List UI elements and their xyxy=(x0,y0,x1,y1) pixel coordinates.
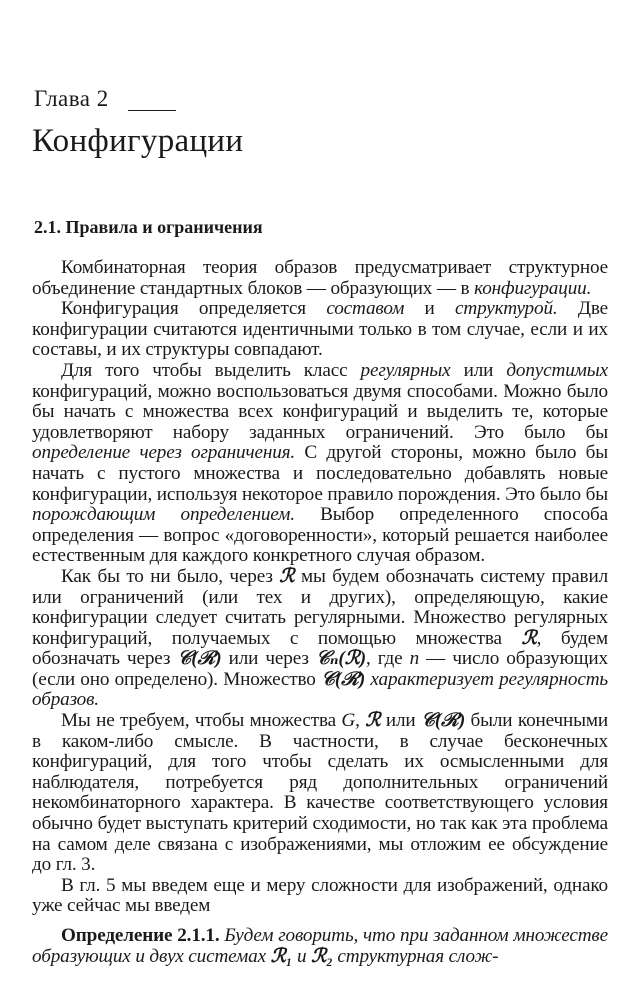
text-run: Конфигурация определяется xyxy=(61,298,327,320)
text-run: и xyxy=(404,298,456,320)
symbol: 𝒞(ℛ) xyxy=(177,648,222,670)
symbol: ℛ₂ xyxy=(311,945,333,967)
term: конфигурации. xyxy=(474,277,592,299)
symbol: 𝒞ₙ(ℛ) xyxy=(315,648,366,670)
paragraph-4 xyxy=(32,567,608,711)
paragraph-3 xyxy=(32,361,608,567)
text-run: Мы не требуем, чтобы множества xyxy=(61,710,342,732)
term: допустимых xyxy=(506,359,608,381)
section-heading: 2.1. Правила и ограничения xyxy=(34,217,263,237)
text-run: — число образующих (если оно определено). Множество xyxy=(32,648,608,690)
paragraph-5 xyxy=(32,711,608,876)
body-text xyxy=(32,258,608,967)
definition-label: Определение 2.1.1. xyxy=(61,925,220,946)
text-run: мы будем обозначать систему правил или ограничений (или тех и других), определяющую, какие конфигурации следует считать регулярными. Множество регулярных конфигураций, получаемых с помощью множества xyxy=(32,565,608,649)
term: регулярных xyxy=(360,359,451,381)
text-run: или xyxy=(450,359,507,381)
term: порождающим определением. xyxy=(32,504,295,526)
symbol: ℛ xyxy=(365,710,381,732)
term: G xyxy=(341,710,356,732)
chapter-rule xyxy=(128,110,176,111)
text-run: В гл. 5 мы введем еще и меру сложности для изображений, однако уже сейчас мы введем xyxy=(32,874,608,917)
text-run: конфигураций, можно воспользоваться двумя способами. Можно было бы начать с множества всех конфигураций и выделить те, которые удовлетворяют набору заданных ограничений. Это было бы xyxy=(32,380,608,443)
text-run: , где xyxy=(365,648,410,670)
paragraph-6 xyxy=(32,876,608,917)
text-run: или через xyxy=(221,648,316,670)
text-run: Две конфигурации считаются идентичными только в том случае, если и их составы, и их структуры совпадают. xyxy=(32,298,609,361)
term: структурная слож- xyxy=(332,945,499,967)
symbol: ℛ xyxy=(279,565,295,587)
text-run: Выбор определенного способа определения — вопрос «договоренности», который решается наиболее естественным для каждого конкретного случая образом. xyxy=(32,504,609,567)
symbol: 𝒞(ℛ) xyxy=(420,710,466,732)
symbol: ℛ xyxy=(521,627,537,649)
paragraph-1 xyxy=(32,258,608,299)
definition-paragraph xyxy=(32,926,608,967)
paragraph-2 xyxy=(32,299,608,361)
text-run: Как бы то ни было, через xyxy=(61,565,280,587)
text-run: , будем обозначать через xyxy=(32,627,608,670)
chapter-label: Глава 2 xyxy=(34,86,109,111)
text-run: были конечными в каком-либо смысле. В частности, в случае бесконечных конфигураций, для того чтобы сделать их осмысленными для наблюдателя, потребуется ряд дополнительных ограничений некомбинаторного характера. В качестве соответствующего условия обычно будет выступать критерий сходимости, но так как эта проблема на самом деле связана с изображениями, мы отложим ее обсуждение до гл. 3. xyxy=(32,710,608,876)
term: составом xyxy=(326,298,405,320)
text-run: Комбинаторная теория образов предусматривает структурное объединение стандартных блоков — образующих — в xyxy=(32,257,608,299)
symbol: ℛ₁ xyxy=(270,945,293,967)
term: структурой. xyxy=(455,298,558,320)
term: характеризует регулярность образов. xyxy=(32,668,608,711)
text-run: , xyxy=(355,710,366,732)
term: и xyxy=(292,945,312,967)
term: Будем говорить, что при заданном множестве образующих и двух системах xyxy=(32,925,608,967)
text-run: Для того чтобы выделить класс xyxy=(61,359,361,381)
text-run: С другой стороны, можно было бы начать с пустого множества и последовательно добавлять новые конфигурации, используя некоторое правило порождения. Это было бы xyxy=(32,442,608,505)
symbol: 𝒞(ℛ) xyxy=(321,668,366,690)
term: определение через ограничения. xyxy=(32,442,296,464)
chapter-title: Конфигурации xyxy=(32,123,244,159)
term: n xyxy=(409,648,420,670)
text-run: или xyxy=(380,710,421,732)
